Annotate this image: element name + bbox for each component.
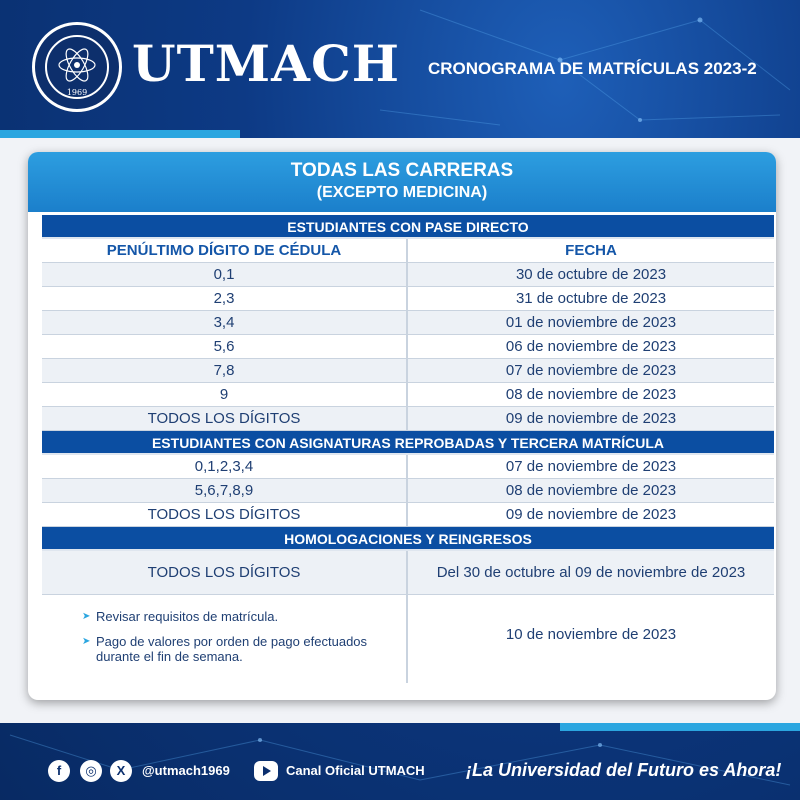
digits-cell: 2,3 [42,287,408,310]
table-row [42,263,774,287]
digits-cell: 7,8 [42,359,408,382]
date-cell: 31 de octubre de 2023 [515,290,667,307]
youtube-channel-link[interactable]: Canal Oficial UTMACH [286,763,425,778]
date-cell: 06 de noviembre de 2023 [505,338,677,355]
note-text: Revisar requisitos de matrícula. [96,609,279,624]
card-header [28,152,776,212]
utmach-seal-logo [32,22,122,112]
digits-cell: TODOS LOS DÍGITOS [42,407,408,430]
youtube-icon[interactable] [254,761,278,781]
digits-cell: 0,1 [42,263,408,286]
play-icon [263,766,271,776]
digits-cell: 0,1,2,3,4 [42,455,408,478]
table-row [42,311,774,335]
schedule-card [28,152,776,700]
accent-stripe-right [560,723,800,731]
date-cell: 09 de noviembre de 2023 [505,506,677,523]
date-cell: Del 30 de octubre al 09 de noviembre de 2023 [436,564,746,581]
digits-cell: TODOS LOS DÍGITOS [42,503,408,526]
date-cell: 09 de noviembre de 2023 [505,410,677,427]
section-header-homologaciones: HOMOLOGACIONES Y REINGRESOS [42,527,774,551]
schedule-table [42,215,774,683]
date-cell: 30 de octubre de 2023 [515,266,667,283]
accent-stripe-left [0,130,240,138]
x-twitter-icon[interactable]: X [110,760,132,782]
date-cell: 01 de noviembre de 2023 [505,314,677,331]
brand-name: UTMACH [132,34,400,93]
slogan: ¡La Universidad del Futuro es Ahora! [466,760,782,780]
seal-year: 1969 [66,88,88,97]
date-cell: 08 de noviembre de 2023 [505,386,677,403]
section-header-reprobadas: ESTUDIANTES CON ASIGNATURAS REPROBADAS Y TERCERA MATRÍCULA [42,431,774,455]
facebook-icon[interactable]: f [48,760,70,782]
table-row [42,551,774,595]
table-row [42,407,774,431]
date-cell: 07 de noviembre de 2023 [505,458,677,475]
bullet-arrow-icon: ➤ [82,611,91,622]
column-header-fecha: FECHA [565,242,617,259]
note-text: Pago de valores por orden de pago efectuados durante el fin de semana. [96,634,368,664]
digits-cell: 3,4 [42,311,408,334]
table-row [42,455,774,479]
date-cell: 08 de noviembre de 2023 [505,482,677,499]
card-title: TODAS LAS CARRERAS [290,160,514,181]
list-item [82,634,406,664]
table-row [42,479,774,503]
social-handle[interactable]: @utmach1969 [142,763,230,778]
notes-list [42,595,408,683]
table-row [42,383,774,407]
footer [0,740,800,800]
page-title: CRONOGRAMA DE MATRÍCULAS 2023-2 [428,59,757,78]
section-header-pase-directo: ESTUDIANTES CON PASE DIRECTO [42,215,774,239]
table-row [42,335,774,359]
instagram-icon[interactable]: ◎ [80,760,102,782]
table-header-row [42,239,774,263]
digits-cell: 5,6 [42,335,408,358]
digits-cell: TODOS LOS DÍGITOS [42,551,408,594]
notes-row [42,595,774,683]
date-cell: 07 de noviembre de 2023 [505,362,677,379]
digits-cell: 5,6,7,8,9 [42,479,408,502]
notes-date: 10 de noviembre de 2023 [505,626,677,643]
column-header-digito: PENÚLTIMO DÍGITO DE CÉDULA [42,239,408,262]
table-row [42,503,774,527]
list-item [82,609,406,624]
header [0,0,800,135]
table-row [42,359,774,383]
bullet-arrow-icon: ➤ [82,636,91,647]
card-subtitle: (EXCEPTO MEDICINA) [316,184,488,201]
digits-cell: 9 [42,383,408,406]
table-row [42,287,774,311]
